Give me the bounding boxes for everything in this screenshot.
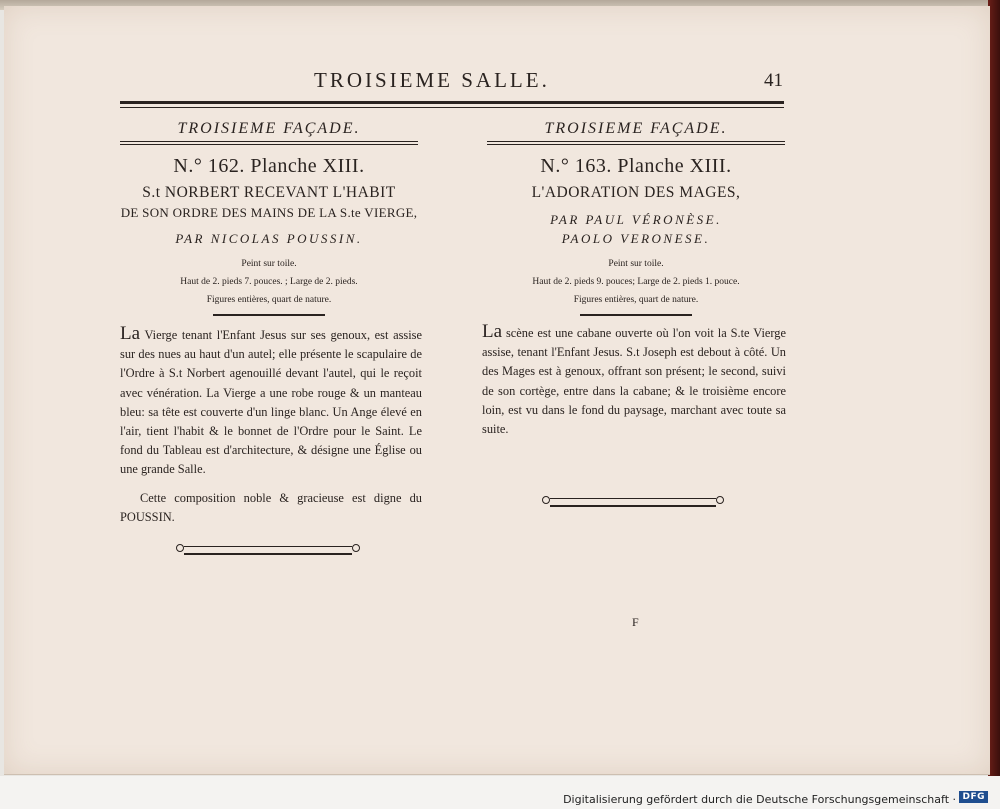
right-short-rule: [580, 314, 692, 316]
running-title: TROISIEME SALLE.: [314, 68, 550, 92]
left-description: [120, 323, 422, 527]
page-number: 41: [764, 70, 783, 91]
right-dropcap: La: [482, 321, 503, 342]
footer-bar: [0, 776, 1000, 809]
left-facade-heading: TROISIEME FAÇADE.: [177, 120, 361, 137]
dfg-logo: DFG: [959, 791, 988, 803]
left-title-line-2: DE SON ORDRE DES MAINS DE LA S.te VIERGE,: [120, 205, 418, 220]
header-rule-thin: [120, 107, 784, 108]
left-short-rule: [213, 314, 325, 316]
right-facade-heading: TROISIEME FAÇADE.: [544, 120, 728, 137]
right-meta-medium: Peint sur toile.: [608, 259, 664, 269]
left-dropcap: La: [120, 323, 141, 344]
right-meta-figures: Figures entières, quart de nature.: [573, 295, 699, 305]
right-catalogue-number: N.° 163. Planche XIII.: [540, 155, 732, 177]
right-title-line-1: L'ADORATION DES MAGES,: [531, 184, 741, 201]
left-paragraph-2: Cette composition noble & gracieuse est digne du POUSSIN.: [120, 490, 422, 524]
left-paragraph-1-text: Vierge tenant l'Enfant Jesus sur ses genoux, est assise sur des nues au haut d'un autel; elle présente le scapulaire de l'Ordre à S.t Norbert agenouillé devant l'autel, qui le reçoit avec vénération. La Vierge a une robe rouge & un manteau bleu: sa tête est couverte d'un linge blanc. Un Ange élevé en l'air, tient l'habit & le bonnet de l'Ordre pour le Saint. Le fond du Tableau est d'architecture, & désigne une Église ou une grande Salle.: [120, 328, 422, 477]
right-paragraph-1-text: scène est une cabane ouverte où l'on voit la S.te Vierge assise, tenant l'Enfant Jesus. S.t Joseph est debout à côté. Un des Mages est à genoux, offrant son présent; le second, suivi de son cortège, entre dans la cabane; & le troisième encore loin, est vu dans le fond du paysage, marchant avec toute sa suite.: [482, 326, 786, 437]
left-catalogue-number: N.° 162. Planche XIII.: [173, 155, 365, 177]
right-description: [482, 321, 786, 439]
right-artist: PAR PAUL VÉRONÈSE.: [550, 212, 722, 227]
footer-funding-text: Digitalisierung gefördert durch die Deutsche Forschungsgemeinschaft ·: [563, 793, 956, 806]
left-entry-heading: [114, 114, 424, 316]
left-paragraph-1: [120, 323, 422, 480]
left-title-line-1: S.t NORBERT RECEVANT L'HABIT: [142, 184, 396, 201]
left-artist: PAR NICOLAS POUSSIN.: [175, 231, 363, 246]
left-tailpiece-ornament: [184, 546, 352, 555]
right-meta-dimensions: Haut de 2. pieds 9. pouces; Large de 2. pieds 1. pouce.: [532, 277, 740, 287]
left-facade-rule: [120, 141, 418, 145]
signature-mark: F: [632, 615, 639, 629]
left-meta-dimensions: Haut de 2. pieds 7. pouces. ; Large de 2. pieds.: [180, 277, 358, 287]
left-meta-medium: Peint sur toile.: [241, 259, 297, 269]
right-entry-heading: [482, 114, 790, 316]
book-page: [4, 6, 990, 775]
right-tailpiece-ornament: [550, 498, 716, 507]
right-paragraph-1: [482, 321, 786, 439]
right-facade-rule: [487, 141, 785, 145]
left-meta-figures: Figures entières, quart de nature.: [206, 295, 332, 305]
header-rule-thick: [120, 101, 784, 104]
right-artist-alt: PAOLO VERONESE.: [561, 231, 711, 246]
